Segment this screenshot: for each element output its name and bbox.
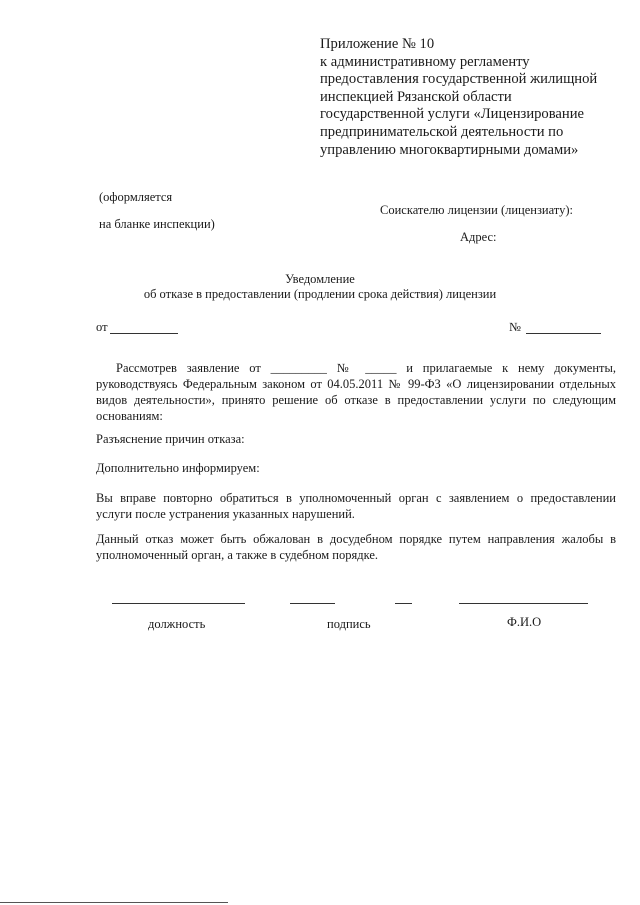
address-label: Адрес: (460, 230, 497, 244)
notice-title: Уведомление (285, 272, 355, 286)
blank-note-line2: на бланке инспекции) (99, 217, 215, 231)
signature-line (290, 603, 335, 604)
number-field-line (526, 333, 601, 334)
paragraph-line: видов деятельности», принято решение об отказе в предоставлении услуги по следующим (96, 393, 616, 407)
appendix-line: государственной услуги «Лицензирование (320, 106, 584, 123)
date-field-line (110, 333, 178, 334)
paragraph-line: руководствуясь Федеральным законом от 04.05.2011 № 99-ФЗ «О лицензировании отдельных (96, 377, 616, 391)
date-label: от (96, 320, 108, 334)
paragraph-line: основаниям: (96, 409, 163, 423)
number-label: № (509, 320, 521, 334)
reasons-label: Разъяснение причин отказа: (96, 432, 245, 446)
signature-line-short (395, 603, 412, 604)
footnote-separator (0, 902, 228, 903)
appendix-line: инспекцией Рязанской области (320, 88, 512, 105)
decision-paragraph (96, 360, 616, 424)
additional-info-label: Дополнительно информируем: (96, 461, 260, 475)
paragraph-line: Рассмотрев заявление от _________ № _____ и прилагаемые к нему документы, (116, 361, 616, 375)
appendix-title: Приложение № 10 (320, 36, 435, 52)
position-signature-line (112, 603, 245, 604)
paragraph-line: уполномоченный орган, а также в судебном порядке. (96, 548, 379, 562)
blank-note-line1: (оформляется (99, 190, 173, 204)
notice-subtitle: об отказе в предоставлении (продлении срока действия) лицензии (143, 287, 497, 301)
paragraph-line: услуги после устранения указанных нарушений. (96, 507, 355, 521)
appendix-line: предпринимательской деятельности по (320, 123, 564, 140)
name-signature-line (459, 603, 588, 604)
name-label: Ф.И.О (507, 615, 542, 629)
reapply-paragraph (96, 490, 616, 522)
appeal-paragraph (96, 531, 616, 563)
appendix-line: предоставления государственной жилищной (320, 71, 598, 88)
position-label: должность (148, 617, 206, 631)
recipient-label: Соискателю лицензии (лицензиату): (380, 203, 573, 217)
appendix-header (320, 36, 597, 159)
signature-label: подпись (327, 617, 371, 631)
appendix-line: к административному регламенту (320, 53, 530, 70)
paragraph-line: Данный отказ может быть обжалован в досудебном порядке путем направления жалобы в (96, 532, 616, 546)
paragraph-line: Вы вправе повторно обратиться в уполномоченный орган с заявлением о предоставлении (96, 491, 616, 505)
appendix-line: управлению многоквартирными домами» (320, 141, 579, 158)
